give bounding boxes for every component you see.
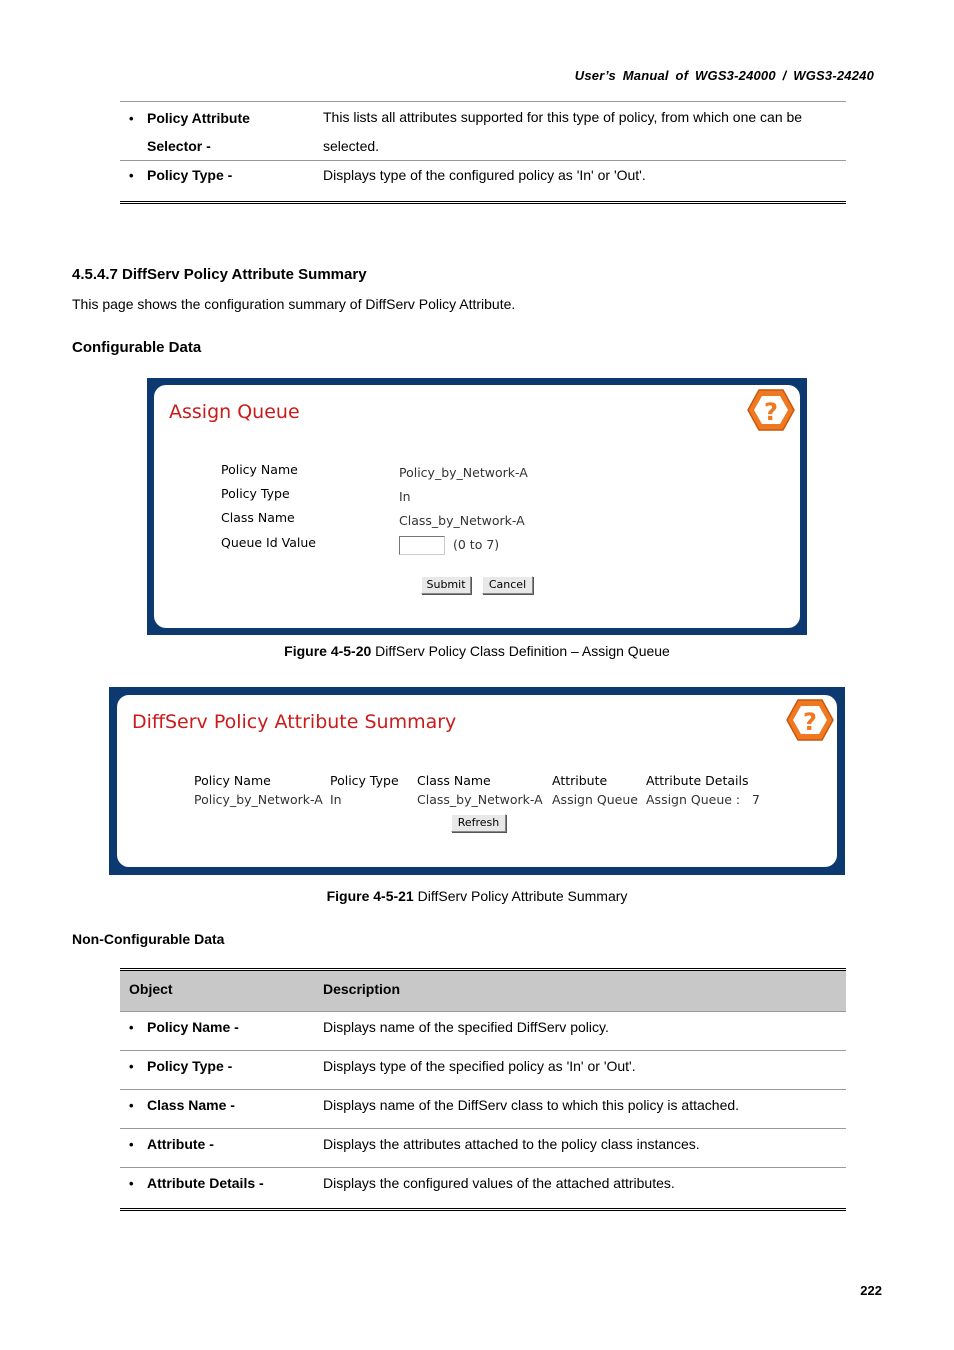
queue-id-label: Queue Id Value <box>221 535 316 550</box>
figure-caption: Figure 4-5-21 DiffServ Policy Attribute Summary <box>326 888 628 904</box>
panel-title: Assign Queue <box>169 401 300 423</box>
refresh-button[interactable]: Refresh <box>451 814 506 832</box>
column-header: Class Name <box>417 773 491 788</box>
cancel-button[interactable]: Cancel <box>482 576 533 594</box>
object-label: Class Name - <box>147 1097 235 1113</box>
queue-id-input[interactable] <box>399 536 445 555</box>
question-mark-icon[interactable] <box>747 388 795 432</box>
object-label: Attribute Details - <box>147 1175 264 1191</box>
policy-type-label: Policy Type <box>221 486 290 501</box>
question-mark-icon[interactable] <box>786 698 834 742</box>
table-cell: Policy_by_Network-A <box>194 792 323 807</box>
submit-button[interactable]: Submit <box>421 576 471 594</box>
svg-text:?: ? <box>803 708 817 736</box>
column-header: Attribute <box>552 773 608 788</box>
description: Displays name of the specified DiffServ policy. <box>323 1019 609 1035</box>
manual-header: User’s Manual of WGS3-24000 / WGS3-24240 <box>574 68 874 83</box>
table-row <box>120 102 846 161</box>
object-label: Attribute - <box>147 1136 214 1152</box>
table-cell: In <box>330 792 342 807</box>
description: Displays the configured values of the attached attributes. <box>323 1175 675 1191</box>
assign-queue-panel <box>147 378 807 635</box>
description: selected. <box>323 138 380 154</box>
section-intro: This page shows the configuration summary of DiffServ Policy Attribute. <box>72 296 516 312</box>
description: This lists all attributes supported for this type of policy, from which one can be <box>323 109 803 125</box>
object-label: Selector - <box>147 138 211 154</box>
class-name-label: Class Name <box>221 510 295 525</box>
bullet-icon: • <box>129 1176 134 1191</box>
page-number: 222 <box>860 1283 882 1298</box>
header-description: Description <box>323 981 401 997</box>
policy-name-label: Policy Name <box>221 462 298 477</box>
policy-type-value: In <box>399 489 411 504</box>
bullet-icon: • <box>129 168 134 183</box>
bullet-icon: • <box>129 1059 134 1074</box>
table-row <box>120 1051 846 1090</box>
queue-id-range: (0 to 7) <box>453 537 500 552</box>
object-label: Policy Type - <box>147 1058 233 1074</box>
description: Displays the attributes attached to the policy class instances. <box>323 1136 700 1152</box>
section-title: 4.5.4.7 DiffServ Policy Attribute Summary <box>72 266 367 283</box>
table-row <box>120 161 846 201</box>
table-row <box>120 1168 846 1208</box>
figure-caption: Figure 4-5-20 DiffServ Policy Class Definition – Assign Queue <box>284 643 670 659</box>
description: Displays type of the specified policy as 'In' or 'Out'. <box>323 1058 636 1074</box>
description-table <box>120 968 846 1211</box>
object-label: Policy Attribute <box>147 110 250 126</box>
table-cell: Assign Queue : 7 <box>646 792 761 807</box>
bullet-icon: • <box>129 1137 134 1152</box>
header-object: Object <box>129 981 173 997</box>
panel-title: DiffServ Policy Attribute Summary <box>132 711 457 733</box>
table-row <box>120 1129 846 1168</box>
configurable-heading: Configurable Data <box>72 339 202 356</box>
policy-summary-panel <box>109 687 845 875</box>
table-row <box>120 1012 846 1051</box>
class-name-value: Class_by_Network-A <box>399 513 525 528</box>
description: Displays name of the DiffServ class to which this policy is attached. <box>323 1097 740 1113</box>
column-header: Policy Type <box>330 773 399 788</box>
description: Displays type of the configured policy as 'In' or 'Out'. <box>323 167 646 183</box>
table-cell: Assign Queue <box>552 792 638 807</box>
object-label: Policy Type - <box>147 167 233 183</box>
bullet-icon: • <box>129 1098 134 1113</box>
bullet-icon: • <box>129 111 134 126</box>
table-cell: Class_by_Network-A <box>417 792 543 807</box>
bullet-icon: • <box>129 1020 134 1035</box>
top-table <box>120 101 846 204</box>
column-header: Policy Name <box>194 773 271 788</box>
policy-name-value: Policy_by_Network-A <box>399 465 528 480</box>
non-configurable-heading: Non-Configurable Data <box>72 931 225 947</box>
svg-text:?: ? <box>764 398 778 426</box>
table-row <box>120 1090 846 1129</box>
object-label: Policy Name - <box>147 1019 239 1035</box>
column-header: Attribute Details <box>646 773 749 788</box>
table-header <box>120 971 846 1012</box>
